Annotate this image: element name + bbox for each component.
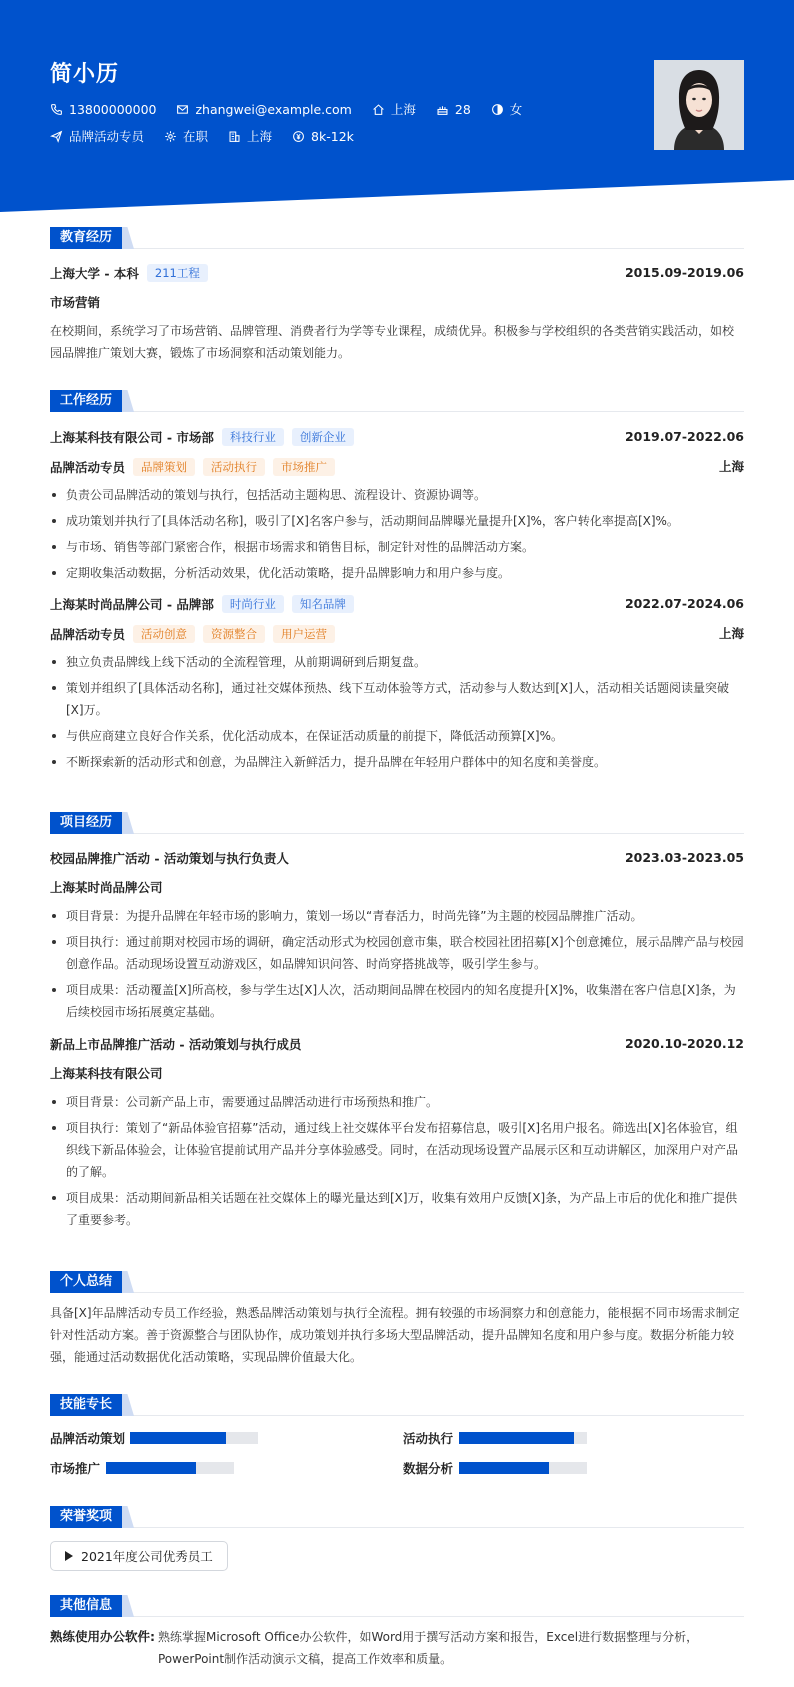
age-text: 28 [454,101,471,117]
awards-list [50,1541,744,1571]
project-detail-item: 项目成果：活动覆盖[X]所高校，参与学生达[X]人次，活动期间品牌在校园内的知名度提升[X]%，收集潜在客户信息[X]条，为后续校园市场拓展奠定基础。 [50,979,744,1023]
project-name: 校园品牌推广活动 - 活动策划与执行负责人 [50,851,289,866]
other-heading [50,1595,744,1617]
projects-section [50,812,744,1235]
summary-heading [50,1271,744,1293]
summary-title: 个人总结 [50,1271,122,1293]
skill-tag: 市场推广 [273,458,335,476]
duty-item: 成功策划并执行了[具体活动名称]，吸引了[X]名客户参与，活动期间品牌曝光量提升[X]%，客户转化率提高[X]%。 [50,510,744,532]
skill-tag: 品牌策划 [133,458,195,476]
profile-photo [654,60,744,150]
skills-title: 技能专长 [50,1394,122,1416]
project-detail-item: 项目背景：公司新产品上市，需要通过品牌活动进行市场预热和推广。 [50,1091,744,1113]
job-target-text: 品牌活动专员 [69,129,145,144]
job-position: 品牌活动专员 [50,627,126,642]
skill-tag: 活动执行 [203,458,265,476]
skill-name: 市场推广 [50,1461,101,1476]
phone-icon [50,103,63,116]
skill-bar [459,1432,587,1444]
home-icon [372,103,385,116]
award-item[interactable] [50,1541,228,1571]
school-name: 上海大学 - 本科 [50,266,139,281]
work-city-info [228,127,272,145]
job-city: 上海 [718,626,744,641]
project-entry [50,1034,744,1231]
gear-icon [164,130,177,143]
duty-item: 策划并组织了[具体活动名称]，通过社交媒体预热、线下互动体验等方式，活动参与人数达到[X]人，活动相关话题阅读量突破[X]万。 [50,677,744,721]
company-tag: 创新企业 [292,428,354,446]
job-target-info [50,127,144,145]
title-decoration [122,1506,134,1528]
summary-text: 具备[X]年品牌活动专员工作经验，熟悉品牌活动策划与执行全流程。拥有较强的市场洞察力和创意能力，能根据不同市场需求制定针对性活动方案。善于资源整合与团队协作，成功策划并执行多场大型品牌活动，提升品牌知名度和用户参与度。数据分析能力较强，能通过活动数据优化活动策略，实现品牌价值最大化。 [50,1306,740,1364]
project-header-row [50,848,744,868]
other-info-row [50,1626,744,1670]
job-position-row [50,457,744,477]
project-name: 新品上市品牌推广活动 - 活动策划与执行成员 [50,1037,302,1052]
project-entry [50,848,744,1023]
gender-info [491,100,523,118]
skill-name: 数据分析 [403,1461,454,1476]
project-date: 2023.03-2023.05 [624,850,744,865]
play-icon [65,1551,73,1561]
job-date: 2019.07-2022.06 [624,429,744,444]
company-tag: 知名品牌 [292,595,354,613]
education-description: 在校期间，系统学习了市场营销、品牌管理、消费者行为学等专业课程，成绩优异。积极参与学校组织的各类营销实践活动，如校园品牌推广策划大赛，锻炼了市场洞察和活动策划能力。 [50,324,735,360]
send-icon [50,130,63,143]
duty-item: 与供应商建立良好合作关系，优化活动成本，在保证活动质量的前提下，降低活动预算[X]%。 [50,725,744,747]
skill-level-fill [106,1462,196,1474]
project-details [50,905,744,1023]
work-section [50,390,744,777]
duty-item: 不断探索新的活动形式和创意，为品牌注入新鲜活力，提升品牌在年轻用户群体中的知名度和美誉度。 [50,751,744,773]
title-decoration [122,812,134,834]
award-text: 2021年度公司优秀员工 [81,1549,213,1564]
awards-section [50,1506,744,1571]
skill-item [403,1430,587,1446]
company-name: 上海某时尚品牌公司 - 品牌部 [50,597,214,612]
salary-info [292,129,354,144]
job-entry [50,594,744,773]
duty-item: 与市场、销售等部门紧密合作，根据市场需求和销售目标，制定针对性的品牌活动方案。 [50,536,744,558]
location-text: 上海 [390,102,416,117]
other-title: 其他信息 [50,1595,122,1617]
work-heading [50,390,744,412]
resume-header [0,0,794,212]
duty-item: 负责公司品牌活动的策划与执行，包括活动主题构思、流程设计、资源协调等。 [50,484,744,506]
work-city-text: 上海 [247,129,273,144]
phone-info [50,102,156,117]
duty-item: 独立负责品牌线上线下活动的全流程管理，从前期调研到后期复盘。 [50,651,744,673]
other-label: 熟练使用办公软件: [50,1629,155,1644]
project-details [50,1091,744,1231]
gender-icon [491,103,504,116]
skill-tag: 用户运营 [273,625,335,643]
title-decoration [122,1595,134,1617]
job-header-row [50,594,744,614]
duty-item: 定期收集活动数据，分析活动效果，优化活动策略，提升品牌影响力和用户参与度。 [50,562,744,584]
other-section [50,1595,744,1670]
skill-bar [106,1462,234,1474]
email-info [176,102,351,117]
skill-bar [130,1432,258,1444]
location-info [372,100,416,118]
gender-text: 女 [509,102,523,117]
skill-item [403,1460,587,1476]
company-name: 上海某科技有限公司 - 市场部 [50,430,214,445]
candidate-name: 简小历 [50,62,120,87]
awards-title: 荣誉奖项 [50,1506,122,1528]
job-duties [50,651,744,773]
school-tag: 211工程 [147,264,208,282]
education-title: 教育经历 [50,227,122,249]
salary-text: 8k-12k [311,128,354,144]
job-position: 品牌活动专员 [50,460,126,475]
job-entry [50,427,744,584]
job-header-row [50,427,744,447]
summary-section [50,1271,744,1368]
project-header-row [50,1034,744,1054]
skill-tag: 活动创意 [133,625,195,643]
work-title: 工作经历 [50,390,122,412]
skill-name: 品牌活动策划 [50,1431,126,1446]
project-detail-item: 项目成果：活动期间新品相关话题在社交媒体上的曝光量达到[X]万，收集有效用户反馈[X]条，为产品上市后的优化和推广提供了重要参考。 [50,1187,744,1231]
job-date: 2022.07-2024.06 [624,596,744,611]
education-heading [50,227,744,249]
skill-name: 活动执行 [403,1431,454,1446]
skill-level-fill [130,1432,226,1444]
projects-heading [50,812,744,834]
title-decoration [122,1271,134,1293]
skills-section [50,1394,744,1504]
email-text: zhangwei@example.com [195,101,352,117]
job-position-row [50,624,744,644]
education-section [50,227,744,364]
project-detail-item: 项目执行：策划了“新品体验官招募”活动，通过线上社交媒体平台发布招募信息，吸引[X]名用户报名。筛选出[X]名体验官，组织线下新品体验会，让体验官提前试用产品并分享体验感受。同时，在活动现场设置产品展示区和互动讲解区，加深用户对产品的了解。 [50,1117,744,1183]
project-company: 上海某科技有限公司 [50,1066,163,1081]
title-decoration [122,390,134,412]
skill-level-fill [459,1432,574,1444]
project-date: 2020.10-2020.12 [624,1036,744,1051]
company-tag: 时尚行业 [222,595,284,613]
skills-heading [50,1394,744,1416]
phone-text: 13800000000 [69,101,157,117]
project-detail-item: 项目执行：通过前期对校园市场的调研，确定活动形式为校园创意市集，联合校园社团招募[X]个创意摊位，展示品牌产品与校园创意作品。活动现场设置互动游戏区，如品牌知识问答、时尚穿搭挑战等，吸引学生参与。 [50,931,744,975]
contact-row [50,100,542,118]
title-decoration [122,1394,134,1416]
building-icon [228,130,241,143]
project-company: 上海某时尚品牌公司 [50,880,163,895]
status-info [164,127,208,145]
mail-icon [176,103,189,116]
company-tag: 科技行业 [222,428,284,446]
job-duties [50,484,744,584]
title-decoration [122,227,134,249]
skill-item [50,1460,234,1476]
major: 市场营销 [50,295,101,310]
awards-heading [50,1506,744,1528]
education-date: 2015.09-2019.06 [624,265,744,280]
projects-title: 项目经历 [50,812,122,834]
cake-icon [436,103,449,116]
status-text: 在职 [183,129,209,144]
skill-bar [459,1462,587,1474]
education-row [50,263,744,283]
age-info [436,102,471,117]
skill-tag: 资源整合 [203,625,265,643]
job-intention-row [50,127,374,145]
other-value: 熟练掌握Microsoft Office办公软件，如Word用于撰写活动方案和报告，Excel进行数据整理与分析，PowerPoint制作活动演示文稿，提高工作效率和质量。 [158,1630,699,1666]
money-icon [292,130,305,143]
skill-item [50,1430,258,1446]
project-detail-item: 项目背景：为提升品牌在年轻市场的影响力，策划一场以“青春活力，时尚先锋”为主题的校园品牌推广活动。 [50,905,744,927]
skill-level-fill [459,1462,549,1474]
job-city: 上海 [718,459,744,474]
